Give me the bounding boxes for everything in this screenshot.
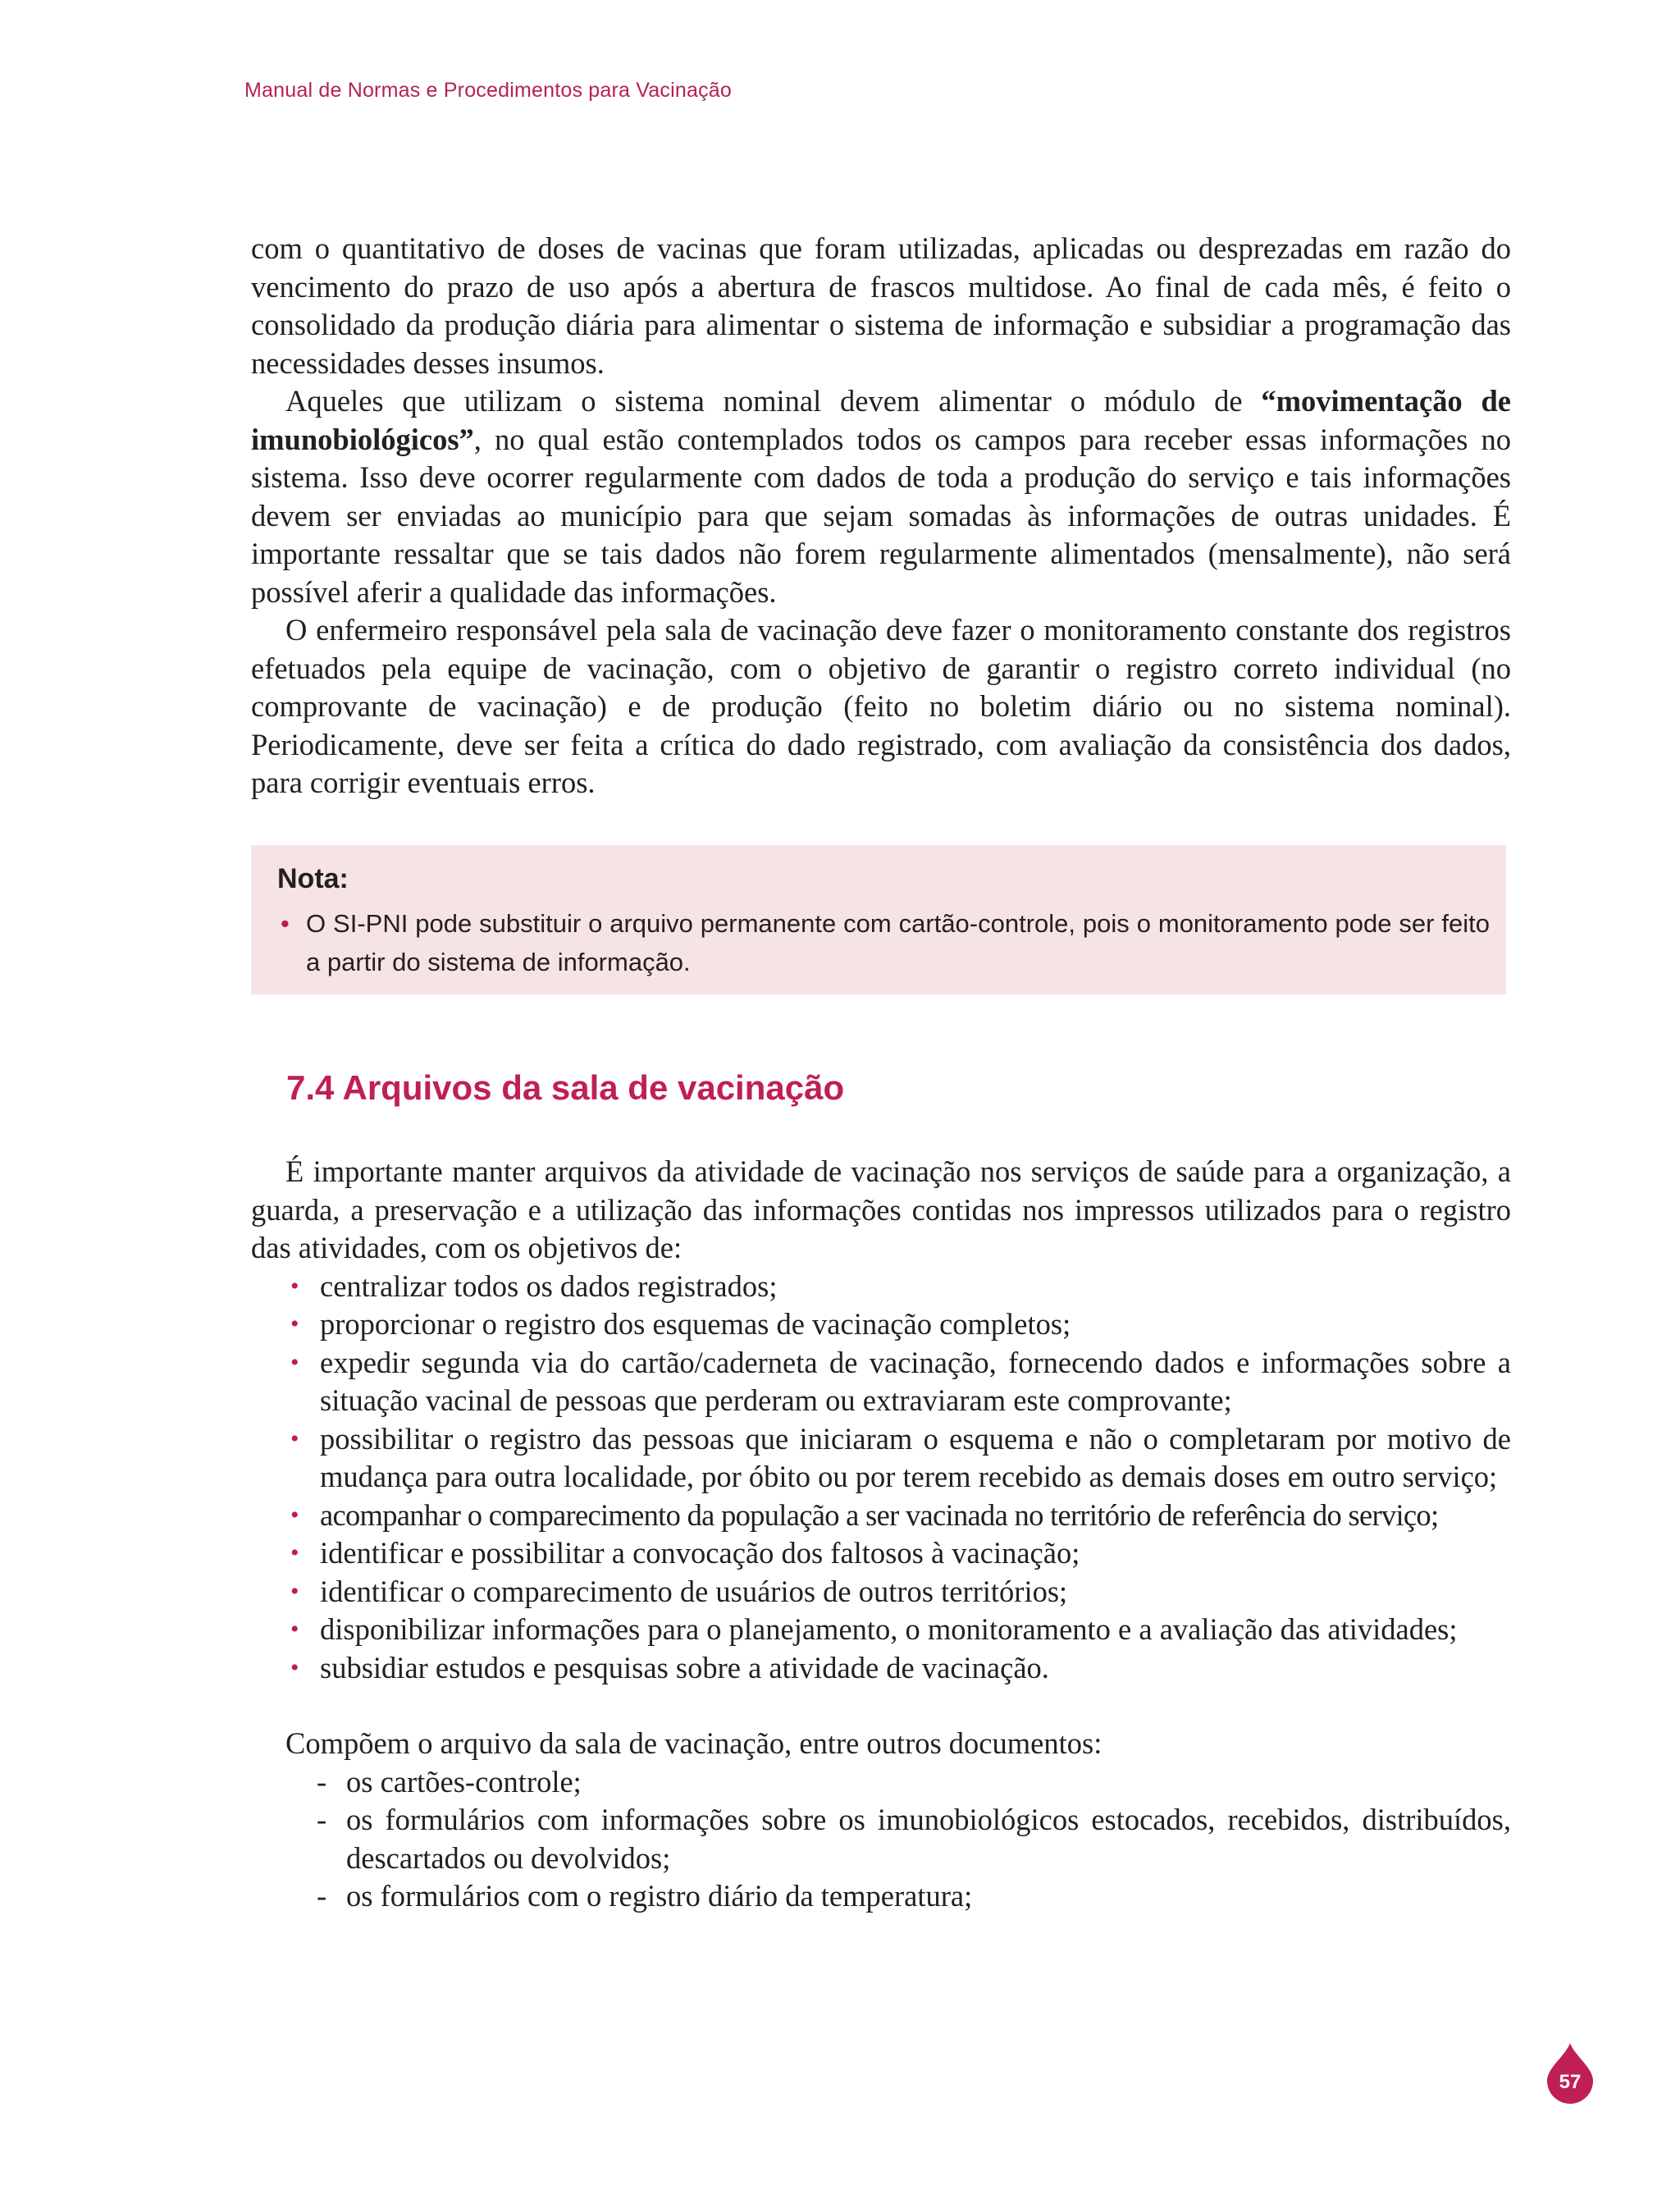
module-name: “movimentação de imunobiológicos” [251,384,1511,456]
list-item: • acompanhar o comparecimento da população a ser vacinada no território de referência do serviço; [251,1497,1511,1535]
nota-item [277,904,1490,981]
dash-marker: - [317,1879,327,1913]
section-intro: É importante manter arquivos da atividade de vacinação nos serviços de saúde para a organização, a guarda, a preservação e a utilização das informações contidas nos impressos utilizados para o registro das atividades, com os objetivos de: [251,1154,1511,1264]
list-item: • subsidiar estudos e pesquisas sobre a atividade de vacinação. [251,1649,1511,1688]
list-item: - os cartões-controle; [251,1763,1511,1802]
nota-item-text: O SI-PNI pode substituir o arquivo permanente com cartão-controle, pois o monitoramento pode ser feito a partir do sistema de informação. [306,909,1490,976]
page-number: 57 [1559,2071,1582,2093]
paragraph-2 [251,382,1511,611]
body-text [251,230,1511,802]
list-item: - os formulários com o registro diário da temperatura; [251,1877,1511,1916]
bullet-icon: • [290,1616,299,1643]
running-header: Manual de Normas e Procedimentos para Vacinação [244,79,732,102]
composition-intro: Compõem o arquivo da sala de vacinação, entre outros documentos: [285,1726,1102,1760]
nota-box [251,845,1506,994]
bullet-icon: • [281,909,290,938]
list-item: • identificar e possibilitar a convocação dos faltosos à vacinação; [251,1534,1511,1573]
bullet-icon: • [290,1577,299,1605]
bullet-icon: • [290,1653,299,1681]
list-item: • disponibilizar informações para o planejamento, o monitoramento e a avaliação das atividades; [251,1611,1511,1649]
bullet-icon: • [290,1272,299,1300]
objectives-list [251,1268,1511,1688]
section-body [251,1153,1511,1916]
paragraph-1: com o quantitativo de doses de vacinas que foram utilizadas, aplicadas ou desprezadas em razão do vencimento do prazo de uso após a abertura de frascos multidose. Ao final de cada mês, é feito o consolidado da produção diária para alimentar o sistema de informação e subsidiar a programação das necessidades desses insumos. [251,231,1511,380]
dash-marker: - [317,1764,327,1799]
nota-title: Nota: [277,863,349,894]
bullet-icon: • [290,1539,299,1566]
list-item: - os formulários com informações sobre os imunobiológicos estocados, recebidos, distribuídos, descartados ou devolvidos; [317,1803,1511,1875]
dash-marker: - [317,1803,327,1836]
list-item: • identificar o comparecimento de usuários de outros territórios; [251,1573,1511,1611]
paragraph-2-start: Aqueles que utilizam o sistema nominal devem alimentar o módulo de [285,384,1262,418]
list-item: • centralizar todos os dados registrados; [251,1268,1511,1306]
documents-list [251,1763,1511,1916]
page-number-badge [1547,2043,1593,2104]
bullet-icon: • [290,1501,299,1529]
bullet-icon: • [290,1424,299,1452]
list-item: • proporcionar o registro dos esquemas de vacinação completos; [251,1305,1511,1344]
list-item: • possibilitar o registro das pessoas que iniciaram o esquema e não o completaram por motivo de mudança para outra localidade, por óbito ou por terem recebido as demais doses em outro serviço; [290,1421,1511,1493]
paragraph-3: O enfermeiro responsável pela sala de vacinação deve fazer o monitoramento constante dos registros efetuados pela equipe de vacinação, com o objetivo de garantir o registro correto individual (no comprovante de vacinação) e de produção (feito no boletim diário ou no sistema nominal). Periodicamente, deve ser feita a crítica do dado registrado, com avaliação da consistência dos dados, para corrigir eventuais erros. [251,613,1511,799]
section-heading: 7.4 Arquivos da sala de vacinação [286,1068,845,1107]
bullet-icon: • [290,1348,299,1376]
list-item: • expedir segunda via do cartão/caderneta de vacinação, fornecendo dados e informações sobre a situação vacinal de pessoas que perderam ou extraviaram este comprovante; [290,1345,1511,1417]
paragraph-2-end: , no qual estão contemplados todos os campos para receber essas informações no sistema. Isso deve ocorrer regularmente com dados de toda a produção do serviço e tais informações devem ser enviadas ao município para que sejam somadas às informações de outras unidades. É importante ressaltar que se tais dados não forem regularmente alimentados (mensalmente), não será possível aferir a qualidade das informações. [251,422,1511,609]
bullet-icon: • [290,1310,299,1337]
